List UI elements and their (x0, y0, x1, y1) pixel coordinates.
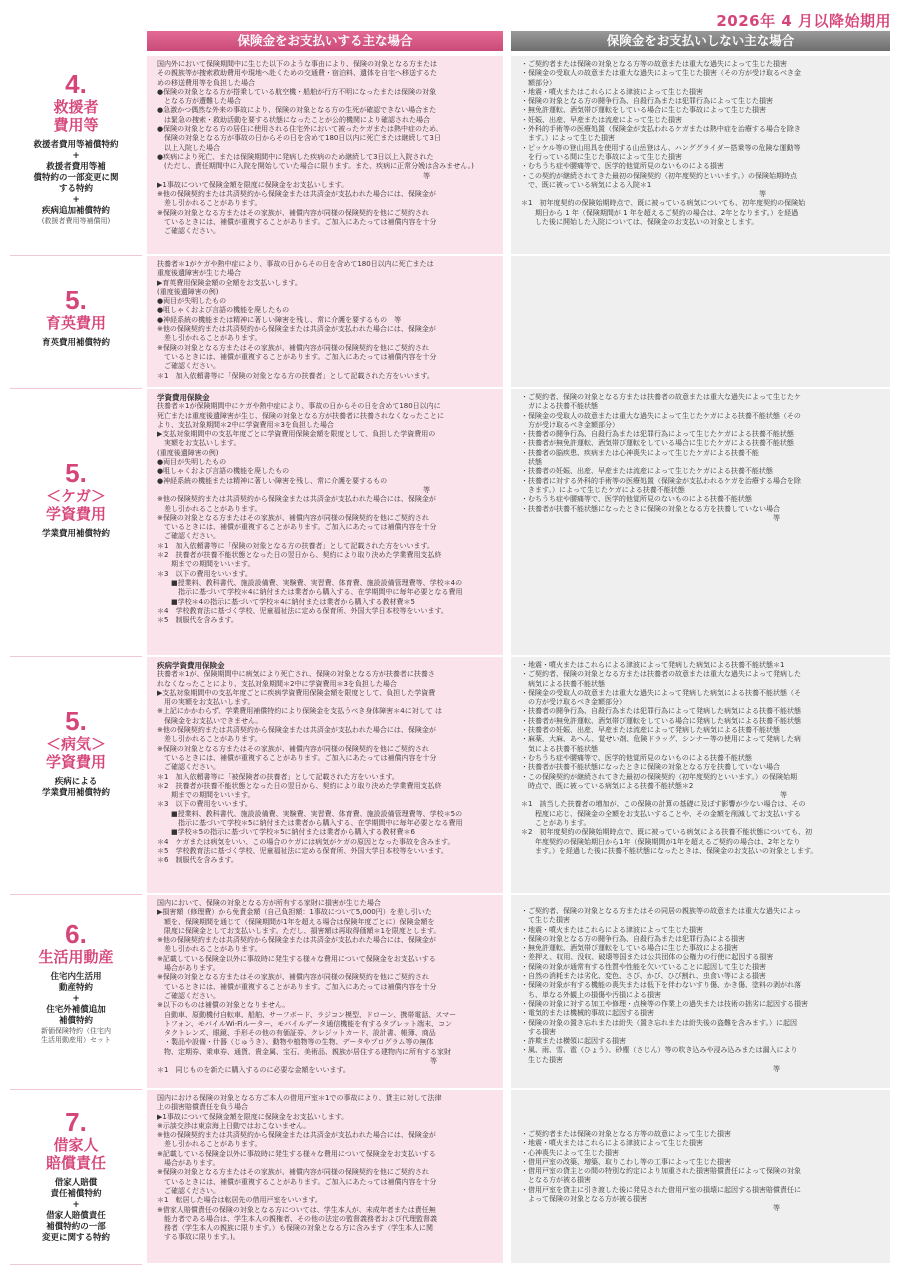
pay-line: 差し引かれることがあります。 (157, 334, 262, 343)
nopay-line: ・扶養者が扶養不能状態になったときに保険の対象となる方を扶養していない場合 (521, 763, 780, 772)
section-number: 4. (65, 69, 87, 99)
section-title: 救援者 (53, 98, 99, 116)
pay-line: (ただし、責任期間中に入院を開始していた場合に限ります。また、疾病に正常分娩は含みません。) (157, 162, 474, 171)
nopay-line: ち、単なる外観上の損傷や汚損による損害 (521, 990, 661, 999)
pay-line: ●疾病により死亡、または保険期間中に発病した疾病のため継続して3日以上入院された (157, 152, 434, 161)
rider-name: + (72, 195, 80, 205)
rider-names (10, 1178, 142, 1244)
pay-line: 期までの期間をいいます。 (157, 560, 255, 569)
nopay-line: 程度に応じ、保険金の全額をお支払いすることや、その金額を削減してお支払いする (521, 809, 801, 818)
nopay-line: ・この契約が継続されてきた最初の保険契約（初年度契約といいます。）の保険始期時点 (521, 171, 797, 180)
nopay-line: ・この保険契約が継続されてきた最初の保険契約（初年度契約といいます。）の保険始期 (521, 772, 797, 781)
section-row (10, 389, 890, 657)
pay-line: ※示談交渉は東京海上日動ではおこないません。 (157, 1121, 311, 1130)
pay-cell (147, 256, 503, 389)
rider-name: 救援者費用等補 (46, 162, 106, 172)
rider-names (10, 972, 142, 1027)
nopay-line: ・風、雨、雪、雹（ひょう）、砂塵（さじん）等の吹き込みや浸み込みまたは漏入により (521, 1046, 798, 1055)
pay-line: ご確認ください。 (157, 532, 220, 541)
rider-name: 補償特約 (58, 1016, 93, 1026)
pay-line: ご確認ください。 (157, 991, 220, 1000)
pay-line: ＊5 制服代を含みます。 (157, 616, 238, 625)
pay-line: となる方が遭難した場合 (157, 97, 241, 106)
rider-name: 変更に関する特約 (41, 1233, 110, 1243)
nopay-line: ・保険の対象が通常有する性質や性能を欠いていることに起因して生じた損害 (521, 962, 766, 971)
pay-line: ＊4 学校教育法に基づく学校、児童福祉法に定める保育所、外国大学日本校等をいいます。 (157, 606, 448, 615)
pay-line: ▶支払対象期間中の支払年度ごとに学資費用保険金額を限度として、負担した学資費用の (157, 430, 436, 439)
section-title: 賠償責任 (45, 1154, 106, 1172)
nopay-line: ・むちうち症や腰痛等で、医学的他覚所見のないものによる扶養不能状態 (521, 753, 752, 762)
rider-name: 救援者費用等補償特約 (33, 140, 119, 150)
page-title: 2026年 4 月以降始期用 (716, 12, 891, 30)
rider-name: 学業費用補償特約 (41, 788, 110, 798)
pay-line: ているときには、補償が重複することがあります。ご加入にあたっては補償内容を十分 (157, 352, 437, 361)
pay-cell (147, 56, 503, 256)
rider-name: + (72, 151, 80, 161)
pay-line: 等 (157, 1057, 437, 1066)
nopay-line: ・保険金の受取人の故意または重大な過失によって生じたケガによる扶養不能状態（その (521, 411, 801, 420)
pay-line: ＊1 加入依頼書等に「被保険者の扶養者」として記載された方をいいます。 (157, 772, 399, 781)
nopay-line: ＊2 初年度契約の保険始期時点で、既に被っている病気による扶養不能状態についても、初 (521, 828, 813, 837)
pay-line: ＊5 学校教育法に基づく学校、児童福祉法に定める保育所、外国大学日本校等をいいます。 (157, 846, 448, 855)
nopay-line: ・無免許運転、酒気帯び運転をしている場合に生じた事故によって生じた損害 (521, 106, 766, 115)
pay-cell (147, 657, 503, 895)
nopay-line: ・扶養者が扶養不能状態になったときに保険の対象となる方を扶養していない場合 (521, 504, 780, 513)
pay-line: ■授業料、教科書代、施設設備費、実験費、実習費、体育費、施設設備管理費等、学校＊4の (157, 578, 463, 587)
pay-line: 扶養者＊1がケガや熱中症により、事故の日からその日を含めて180日以内に死亡または (157, 260, 434, 268)
pay-line: ※他の保険契約または共済契約から保険金または共済金が支払われた場合には、保険金が (157, 190, 436, 199)
pay-line: ●両目が失明したもの (157, 297, 227, 306)
rider-names (10, 777, 142, 799)
pay-line: より、支払対象期間＊2中に学資費用＊3を負担した場合 (157, 420, 334, 429)
rider-name: 住宅外補償追加 (46, 1005, 106, 1015)
section-number: 5. (65, 706, 87, 736)
pay-line: 場合があります。 (157, 964, 220, 973)
nopay-line: ます。）によって生じた損害 (521, 134, 615, 143)
nopay-line: ・むちうち症や腰痛等で、医学的他覚所見のないものによる扶養不能状態 (521, 495, 752, 504)
pay-line: ＊1 加入依頼書等に「保険の対象となる方の扶養者」として記載された方をいいます。 (157, 541, 434, 550)
section-row (10, 1090, 890, 1265)
rider-name: 疾病による (54, 777, 98, 787)
nopay-line: ・保険の対象となる方の闘争行為、自殺行為または犯罪行為による損害 (521, 934, 745, 943)
nopay-line: 等 (521, 791, 787, 800)
nopay-line: ガによる扶養不能状態 (521, 402, 598, 411)
nopay-line: ・外科的手術等の医療処置（保険金が支払われるケガまたは熱中症を治療する場合を除き (521, 125, 801, 134)
pay-line: 国内における保険の対象となる方ご本人の借用戸室＊1での事故により、貸主に対して法律 (157, 1094, 442, 1102)
nopay-line: ・妊娠、出産、早産または流産によって生じた損害 (521, 115, 682, 124)
pay-line: 等 (157, 171, 430, 180)
pay-line: ■授業料、教科書代、施設設備費、実験費、実習費、体育費、施設設備管理費等、学校＊5の (157, 809, 463, 818)
nopay-line: 時点で、既に被っている病気による扶養不能状態＊2 (521, 781, 694, 790)
pay-line: 扶養者＊1が、保険期間中に病気により死亡され、保険の対象となる方が扶養者に扶養さ (157, 670, 435, 679)
nopay-line: ・借用戸室の改築、増築、取りこわし等の工事によって生じた損害 (521, 1157, 731, 1166)
nopay-line: よって保険の対象となる方が被る損害 (521, 1195, 647, 1204)
nopay-cell (511, 56, 890, 256)
pay-line: 保険金をお支払いできません。 (157, 716, 263, 725)
nopay-line: ・ご契約者、保険の対象となる方または扶養者の故意または重大な過失によって発病した (521, 670, 801, 679)
pay-line: 疾病学資費用保険金 (157, 661, 225, 670)
pay-line: ▶支払対象期間中の支払年度ごとに疾病学資費用保険金額を限度として、負担した学資費 (157, 688, 436, 697)
rider-name: 借家人賠償責任 (46, 1211, 106, 1221)
pay-line: ※保険の対象となる方またはその家族が、補償内容が同様の保険契約を他にご契約され (157, 1168, 429, 1177)
nopay-line: ・地震・噴火またはこれらによる津波によって生じた損害 (521, 925, 703, 934)
section-number: 6. (65, 919, 87, 949)
nopay-line: ・保険の対象となる方の闘争行為、自殺行為または犯罪行為によって生じた損害 (521, 97, 773, 106)
pay-line: ＊2 扶養者が扶養不能状態となった日の翌日から、契約により取り決めた学業費用支払終 (157, 781, 442, 790)
section-title: 学資費用 (45, 505, 106, 523)
pay-line: ▶1事故について保険金額を限度に保険金をお支払いします。 (157, 1112, 349, 1121)
section-title: 借家人 (53, 1136, 99, 1154)
nopay-line: 等 (521, 190, 766, 199)
pay-line: ＊1 転居した場合は転居先の借用戸室をいいます。 (157, 1196, 322, 1205)
pay-line: ご確認ください。 (157, 763, 220, 772)
pay-line: ※以下のものは補償の対象となりません。 (157, 1001, 290, 1010)
pay-line: ●両目が失明したもの (157, 458, 227, 467)
pay-line: めの移送費用等を負担した場合 (157, 78, 255, 87)
rider-name: + (72, 1200, 80, 1210)
nopay-line: 等 (521, 1204, 780, 1213)
pay-line: 等 (157, 485, 430, 494)
pay-line: ※保険の対象となる方またはその家族が、補償内容が同様の保険契約を他にご契約され (157, 343, 429, 352)
pay-line: ●咀しゃくおよび言語の機能を廃したもの (157, 467, 290, 476)
pay-line: 務者（学生本人の親族に限ります。）も保険の対象となる方に含みます（学生本人に関 (157, 1224, 433, 1233)
pay-line: ＊1 同じものを新たに購入するのに必要な金額をいいます。 (157, 1066, 350, 1075)
rider-names (10, 140, 142, 217)
section-title: 費用等 (53, 116, 99, 134)
pay-line: ※保険の対象となる方またはその家族が、補償内容が同様の保険契約を他にご契約され (157, 513, 429, 522)
pay-line: ▶損害額（修理費）から免責金額（自己負担額：1事故について5,000円）を差し引いた (157, 908, 432, 917)
nopay-line: となる方が被る損害 (521, 1176, 591, 1185)
rider-note: (救援者費用等補償用) (41, 217, 111, 225)
pay-line: ＊2 扶養者が扶養不能状態となった日の翌日から、契約により取り決めた学業費用支払終 (157, 551, 442, 560)
nopay-line: きます。）によって生じたケガによる扶養不能状態 (521, 485, 685, 494)
rider-name: 償特約の一部変更に関 (33, 173, 119, 183)
pay-line: ●神経系統の機能または精神に著しい障害を残し、常に介護を要するもの (157, 476, 388, 485)
pay-line: ご確認ください。 (157, 362, 220, 371)
pay-line: 差し引かれることがあります。 (157, 945, 262, 954)
pay-line: ●保険の対象となる方が搭乗している航空機・船舶が行方不明になったまたは保険の対象 (157, 87, 437, 96)
nopay-line: ・保険金の受取人の故意または重大な過失によって発病した病気による扶養不能状態（そ (521, 688, 801, 697)
rider-names (10, 529, 142, 540)
pay-line: ＊4 ケガまたは病気をいい、この場合のケガには病気がケガの原因となった事故を含みます。 (157, 837, 455, 846)
pay-cell (147, 895, 503, 1090)
nopay-line: 等 (521, 1065, 780, 1074)
section-label (10, 657, 142, 895)
nopay-line: する損害 (521, 1027, 556, 1036)
rider-name: 疾病追加補償特約 (41, 206, 110, 216)
pay-line: ●急激かつ偶然な外来の事故により、保険の対象となる方の生死が確認できない場合また (157, 106, 437, 115)
pay-line: 能力者である場合は、学生本人の親権者、その他の法定の監督義務者および代理監督義 (157, 1214, 437, 1223)
nopay-line: ・ご契約者、保険の対象となる方または扶養者の故意または重大な過失によって生じたケ (521, 393, 801, 401)
rider-name: 動産特約 (58, 983, 93, 993)
nopay-line: 期日から 1 年（保険期間が 1 年を超えるご契約の場合は、2年となります。）を経過 (521, 208, 799, 217)
nopay-cell (511, 1090, 890, 1265)
section-label (10, 56, 142, 256)
nopay-line: で、既に被っている病気による入院＊1 (521, 180, 652, 189)
nopay-line: ・保険の対象が有する機能の喪失または低下を伴わないすり傷、かき傷、塗料の剥がれ落 (521, 981, 801, 990)
pay-line: ＊6 制服代を含みます。 (157, 856, 238, 865)
nopay-line: 年度契約の保険始期日から1年（保険期間が1年を超えるご契約の場合は、2年となり (521, 837, 801, 846)
pay-line: タクトレンズ、眼鏡、手形その他の有価証券、クレジットカード、設計書、帳簿、商品 (157, 1029, 436, 1038)
pay-line: 物、定期券、乗車券、通貨、貴金属、宝石、美術品、親族が居住する建物内に所有する家財 (157, 1047, 451, 1056)
pay-line: ＊3 以下の費用をいいます。 (157, 569, 252, 578)
nopay-line: ・むちうち症や腰痛等で、医学的他覚所見のないものによる損害 (521, 162, 724, 171)
nopay-line: 方が受け取るべき金額部分） (521, 420, 619, 429)
section-title: ＜ケガ＞ (46, 487, 106, 505)
section-title: 学資費用 (45, 753, 106, 771)
pay-line: ※保険の対象となる方またはその家族が、補償内容が同様の保険契約を他にご契約され (157, 208, 429, 217)
nopay-line: 状態 (521, 458, 542, 467)
nopay-line: ・地震・噴火またはこれらによる津波によって発病した病気による扶養不能状態＊1 (521, 661, 785, 669)
nopay-line: ・地震・噴火またはこれらによる津波によって生じた損害 (521, 1139, 703, 1148)
nopay-cell (511, 389, 890, 657)
pay-line: 学資費用保険金 (157, 393, 210, 402)
pay-line: ているときには、補償が重複することがあります。ご加入にあたっては補償内容を十分 (157, 753, 437, 762)
nopay-line: ・扶養者の闘争行為、自殺行為または犯罪行為によって発病した病気による扶養不能状態 (521, 707, 801, 716)
nopay-line: した後に開始した入院については、保険金のお支払いの対象とします。 (521, 218, 759, 227)
nopay-line: ・保険の対象の置き忘れまたは紛失（置き忘れまたは紛失後の盗難を含みます。）に起因 (521, 1018, 797, 1027)
pay-line: れなくなったことにより、支払対象期間＊2中に学資費用＊3を負担した場合 (157, 679, 397, 688)
pay-line: 重度後遺障害が生じた場合 (157, 269, 241, 278)
nopay-line: ・扶養者が無免許運転、酒気帯び運転をしている場合に発病した病気による扶養不能状態 (521, 716, 801, 725)
section-row (10, 56, 890, 256)
nopay-line: ＊1 該当した扶養者の増加が、この保険の計算の基礎に及ぼす影響が少ない場合は、その (521, 800, 806, 809)
rider-name: 学業費用補償特約 (41, 529, 110, 539)
nopay-line: ・ご契約者、保険の対象となる方またはその同居の親族等の故意または重大な過失によっ (521, 907, 801, 915)
nopay-cell (511, 895, 890, 1090)
pay-line: 保険の対象となる方が事故の日からその日を含めて180日以内に死亡または継続して3日 (157, 134, 441, 143)
pay-line: トフォン、モバイルWi-Fiルーター、モバイルデータ通信機能を有するタブレット端末、コン (157, 1019, 452, 1028)
pay-line: ※他の保険契約または共済契約から保険金または共済金が支払われた場合には、保険金が (157, 936, 436, 945)
pay-line: ているときには、補償が重複することがあります。ご加入にあたっては補償内容を十分 (157, 982, 437, 991)
pay-line: ているときには、補償が重複することがあります。ご加入にあたっては補償内容を十分 (157, 523, 437, 532)
pay-line: 指示に基づいて学校＊5に納付または業者から購入する、在学期間中に毎年必要となる費用 (157, 819, 463, 828)
pay-line: ＊1 加入依頼書等に「保険の対象となる方の扶養者」として記載された方をいいます。 (157, 371, 434, 380)
nopay-line: ・扶養者の妊娠、出産、早産または流産によって生じたケガによる扶養不能状態 (521, 467, 773, 476)
nopay-line: の方が受け取るべき金額部分） (521, 698, 626, 707)
pay-line: ※記載している保険金以外に事故時に発生する様々な費用について保険金をお支払いする (157, 1149, 436, 1158)
section-number: 7. (65, 1107, 87, 1137)
rider-names (10, 338, 142, 349)
pay-line: 差し引かれることがあります。 (157, 735, 262, 744)
section-row (10, 895, 890, 1090)
nopay-line: ＊1 初年度契約の保険始期時点で、既に被っている病気についても、初年度契約の保険始 (521, 199, 806, 208)
pay-line: ※記載している保険金以外に事故時に発生する様々な費用について保険金をお支払いする (157, 954, 436, 963)
nopay-line: ・電気的または機械的事故に起因する損害 (521, 1009, 654, 1018)
pay-line: ■学校＊5の指示に基づいて学校＊5に納付または業者から購入する教材費＊6 (157, 828, 415, 837)
nopay-line: ・詐欺または横領に起因する損害 (521, 1037, 626, 1046)
nopay-line: ・扶養者の脳疾患、疾病または心神喪失によって生じたケガによる扶養不能 (521, 448, 759, 457)
nopay-line: て生じた損害 (521, 916, 570, 925)
pay-line: ※借家人賠償責任の保険の対象となる方については、学生本人が、未成年者または責任無 (157, 1205, 436, 1214)
pay-line: ▶1事故について保険金額を限度に保険金をお支払いします。 (157, 180, 349, 189)
section-row (10, 256, 890, 389)
section-number: 5. (65, 458, 87, 488)
nopay-line: ・ピッケル等の登山用具を使用する山岳登はん、ハンググライダー搭乗等の危険な運動等 (521, 143, 801, 152)
pay-line: 国内外において保険期間中に生じた以下のような事由により、保険の対象となる方または (157, 60, 437, 68)
nopay-line: ・保険の対象に対する加工や修理・点検等の作業上の過失または技術の拙劣に起因する損害 (521, 999, 808, 1008)
pay-line: 死亡または重度後遺障害が生じ、保険の対象となる方が扶養者に扶養されなくなったことに (157, 411, 444, 420)
nopay-line: 病気による扶養不能状態 (521, 679, 605, 688)
pay-line: ●咀しゃくおよび言語の機能を廃したもの (157, 306, 290, 315)
pay-cell (147, 389, 503, 657)
nopay-cell (511, 256, 890, 389)
nopay-line: ・麻薬、大麻、あへん、覚せい剤、危険ドラッグ、シンナー等の使用によって発病した病 (521, 735, 801, 744)
header-nopay: 保険金をお支払いしない主な場合 (511, 31, 890, 51)
rider-name: 住宅内生活用 (50, 972, 102, 982)
pay-line: ●神経系統の機能または精神に著しい障害を残し、常に介護を要するもの 等 (157, 315, 402, 324)
rider-name: + (72, 994, 80, 1004)
pay-line: ※上記にかかわらず、学業費用補償特約により保険金を支払うべき身体障害＊4に対して は (157, 707, 442, 716)
header-pay: 保険金をお支払いする主な場合 (147, 31, 503, 51)
nopay-line: ます。）を経過した後に扶養不能状態になったときは、保険金のお支払いの対象とします。 (521, 846, 818, 855)
pay-line: 場合があります。 (157, 1159, 220, 1168)
rider-name: 借家人賠償 (54, 1178, 98, 1188)
pay-line: ※保険の対象となる方またはその家族が、補償内容が同様の保険契約を他にご契約され (157, 973, 429, 982)
nopay-line: ・差押え、収用、没収、破壊等国または公共団体の公権力の行使に起因する損害 (521, 953, 774, 962)
pay-line: ご確認ください。 (157, 227, 220, 236)
rider-name: 育英費用補償特約 (41, 338, 110, 348)
section-label (10, 895, 142, 1090)
pay-line: 以上入院した場合 (157, 143, 220, 152)
nopay-line: ・扶養者が無免許運転、酒気帯び運転をしている場合に生じたケガによる扶養不能状態 (521, 439, 794, 448)
nopay-line: 額部分） (521, 78, 556, 87)
pay-line: ご確認ください。 (157, 1186, 220, 1195)
pay-line: は緊急の捜索・救助活動を要する状態になったことが公的機関により確認された場合 (157, 115, 430, 124)
nopay-line: ・心神喪失によって生じた損害 (521, 1148, 619, 1157)
rider-name: 責任補償特約 (50, 1189, 102, 1199)
pay-line: 指示に基づいて学校＊4に納付または業者から購入する、在学期間中に毎年必要となる費用 (157, 588, 463, 597)
pay-line: (重度後遺障害の例) (157, 287, 219, 296)
section-title: ＜病気＞ (45, 735, 106, 753)
pay-line: 差し引かれることがあります。 (157, 504, 262, 513)
pay-line: その親族等が捜索救助費用や現地へ赴くための交通費・宿泊料、遺体を自宅へ移送するた (157, 69, 437, 78)
nopay-line: ・ご契約者または保険の対象となる方等の故意または重大な過失によって生じた損害 (521, 60, 787, 68)
pay-line: ているときには、補償が重複することがあります。ご加入にあたっては補償内容を十分 (157, 1177, 437, 1186)
section-row (10, 657, 890, 895)
pay-line: ■学校＊4の指示に基づいて学校＊4に納付または業者から購入する教材費＊5 (157, 597, 415, 606)
section-label (10, 256, 142, 389)
nopay-line: ことがあります。 (521, 819, 591, 828)
pay-line: 額を、保険期間を通じて（保険期間が1年を超える場合は保険年度ごとに）保険金額を (157, 917, 435, 926)
section-title: 生活用動産 (38, 948, 114, 966)
pay-line: 自動車、原動機付自転車、船舶、サーフボード、ラジコン模型、ドローン、携帯電話、スマー (157, 1010, 457, 1019)
pay-line: 国内において、保険の対象となる方が所有する家財に損害が生じた場合 (157, 899, 381, 907)
rider-name: 補償特約の一部 (46, 1222, 106, 1232)
pay-line: 用の実額をお支払いします。 (157, 698, 255, 707)
pay-line: ※他の保険契約または共済契約から保険金または共済金が支払われた場合には、保険金が (157, 1131, 436, 1140)
section-label (10, 1090, 142, 1265)
pay-line: 差し引かれることがあります。 (157, 1140, 262, 1149)
pay-line: 上の損害賠償責任を負う場合 (157, 1103, 248, 1112)
pay-line: ＊3 以下の費用をいいます。 (157, 800, 252, 809)
pay-line: ▶育英費用保険金額の全額をお支払いします。 (157, 278, 302, 287)
section-label (10, 389, 142, 657)
pay-line: 期までの期間をいいます。 (157, 791, 255, 800)
nopay-line: ・扶養者の妊娠、出産、早産または流産によって発病した病気による扶養不能状態 (521, 726, 780, 735)
nopay-line: ・扶養者に対する外科的手術等の医療処置（保険金が支払われるケガを治療する場合を除 (521, 476, 801, 485)
pay-line: 差し引かれることがあります。 (157, 199, 262, 208)
pay-line: ※他の保険契約または共済契約から保険金または共済金が支払われた場合には、保険金が (157, 325, 436, 334)
pay-line: (重度後遺障害の例) (157, 448, 219, 457)
pay-line: 限度に保険金としてお支払いします。ただし、損害額は再取得価額＊1を限度とします。 (157, 926, 441, 935)
nopay-cell (511, 657, 890, 895)
pay-line: ※保険の対象となる方またはその家族が、補償内容が同様の保険契約を他にご契約され (157, 744, 429, 753)
nopay-line: ・自然の消耗または劣化、変色、さび、かび、ひび割れ、虫食い等による損害 (521, 972, 766, 981)
pay-line: ・製品や設備・什器（じゅうき）、動物や植物等の生物、データやプログラム等の無体 (157, 1038, 434, 1047)
nopay-line: 等 (521, 513, 780, 522)
pay-line: ※他の保険契約または共済契約から保険金または共済金が支払われた場合には、保険金が (157, 726, 436, 735)
nopay-line: ・扶養者の闘争行為、自殺行為または犯罪行為によって生じたケガによる扶養不能状態 (521, 430, 794, 439)
nopay-line: 気による扶養不能状態 (521, 744, 598, 753)
rider-note: 生活用動産用）セット (41, 1036, 111, 1044)
rider-note: 新価保険特約（住宅内 (41, 1027, 111, 1035)
nopay-line: ・保険金の受取人の故意または重大な過失によって生じた損害（その方が受け取るべき金 (521, 69, 801, 78)
pay-line: ※他の保険契約または共済契約から保険金または共済金が支払われた場合には、保険金が (157, 495, 436, 504)
pay-line: ているときには、補償が重複することがあります。ご加入にあたっては補償内容を十分 (157, 218, 437, 227)
pay-line: する事故に限ります。)。 (157, 1233, 240, 1242)
pay-line: 扶養者＊1が保険期間中にケガや熱中症により、事故の日からその日を含めて180日以内に (157, 402, 441, 411)
nopay-line: を行っている間に生じた事故によって生じた損害 (521, 152, 682, 161)
pay-line: ●保険の対象となる方の居住に使用される住宅外において被ったケガまたは熱中症のため、 (157, 125, 443, 134)
nopay-line: ・地震・噴火またはこれらによる津波によって生じた損害 (521, 87, 703, 96)
nopay-line: ・借用戸室の貸主との間の特別な約定により加重された損害賠償責任によって保険の対象 (521, 1167, 801, 1176)
rider-name: する特約 (58, 184, 93, 194)
nopay-line: ・借用戸室を貸主に引き渡した後に発見された借用戸室の損壊に起因する損害賠償責任に (521, 1185, 801, 1194)
nopay-line: 生じた損害 (521, 1055, 563, 1064)
pay-line: 実額をお支払いします。 (157, 439, 241, 448)
nopay-line: ・ご契約者または保険の対象となる方等の故意によって生じた損害 (521, 1130, 731, 1138)
section-number: 5. (65, 285, 87, 315)
pay-cell (147, 1090, 503, 1265)
section-title: 育英費用 (45, 314, 106, 332)
nopay-line: ・無免許運転、酒気帯び運転をしている場合に生じた事故による損害 (521, 944, 738, 953)
